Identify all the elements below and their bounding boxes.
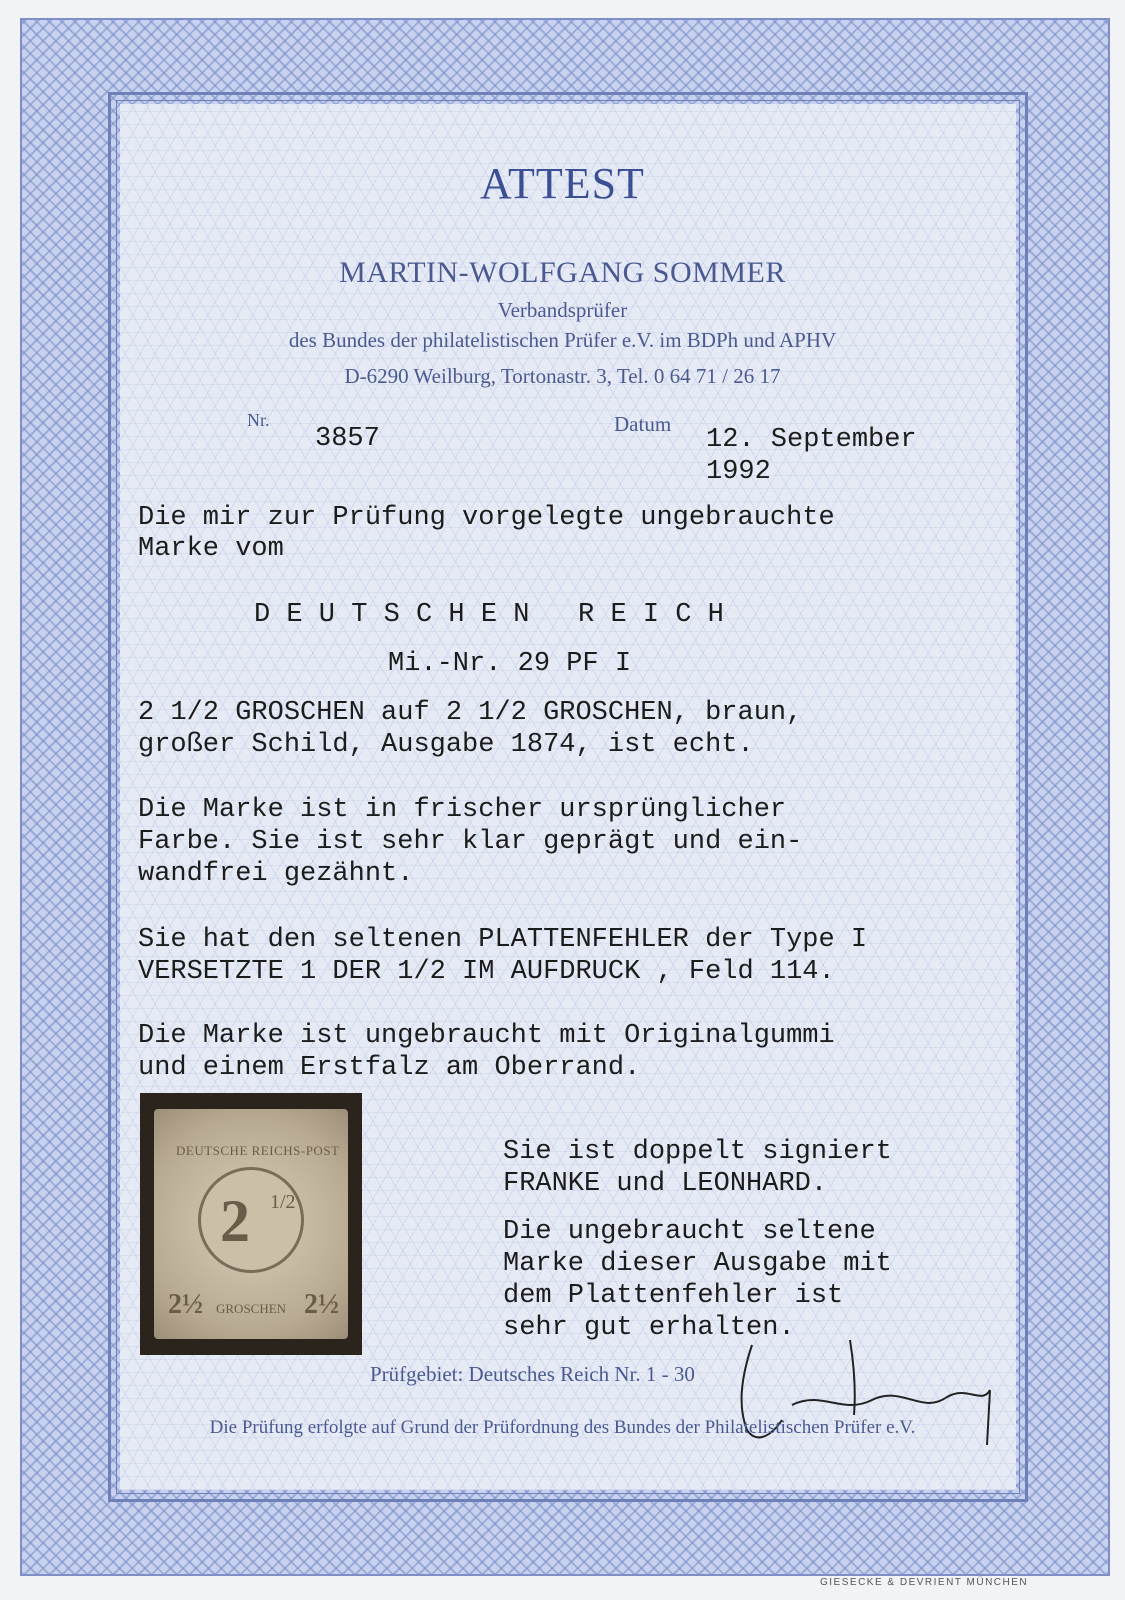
stamp-inscription-bottom: GROSCHEN xyxy=(216,1301,287,1316)
gum-text: Die Marke ist ungebraucht mit Originalgummi xyxy=(138,1021,835,1051)
number-label: Nr. xyxy=(247,410,270,430)
stamp-image xyxy=(140,1093,362,1355)
date-value-line2: 1992 xyxy=(706,457,771,487)
plate-error-text: VERSETZTE 1 DER 1/2 IM AUFDRUCK , Feld 114. xyxy=(138,957,835,987)
condition-text: Die Marke ist in frischer ursprünglicher xyxy=(138,795,787,825)
stamp-value-fraction: 1/2 xyxy=(270,1191,296,1213)
examiner-association: des Bundes der philatelistischen Prüfer e.V. im BDPh und APHV xyxy=(288,328,837,352)
date-value-line1: 12. September xyxy=(706,425,917,455)
issuing-country: D E U T S C H E N R E I C H xyxy=(254,600,724,630)
examiner-name: MARTIN-WOLFGANG SOMMER xyxy=(339,256,786,289)
stamp-value-numeral: 2 xyxy=(220,1188,250,1254)
certificate-number: 3857 xyxy=(315,424,380,454)
examiner-role: Verbandsprüfer xyxy=(497,298,628,322)
stamp-face xyxy=(154,1109,348,1339)
stamp-description: 2 1/2 GROSCHEN auf 2 1/2 GROSCHEN, braun, xyxy=(138,698,803,728)
stamp-description: großer Schild, Ausgabe 1874, ist echt. xyxy=(138,730,754,760)
intro-line: Die mir zur Prüfung vorgelegte ungebrauchte xyxy=(138,503,835,533)
certificate-title: ATTEST xyxy=(480,159,645,208)
gum-text: und einem Erstfalz am Oberrand. xyxy=(138,1053,641,1083)
conclusion-text: Die ungebraucht seltene xyxy=(503,1217,876,1247)
catalog-number: Mi.-Nr. 29 PF I xyxy=(388,649,632,679)
conclusion-text: Marke dieser Ausgabe mit xyxy=(503,1249,892,1279)
examination-area: Prüfgebiet: Deutsches Reich Nr. 1 - 30 xyxy=(370,1362,695,1386)
condition-text: Farbe. Sie ist sehr klar geprägt und ein- xyxy=(138,827,803,857)
stamp-corner-value-right: 2½ xyxy=(304,1289,339,1320)
printer-imprint: GIESECKE & DEVRIENT MÜNCHEN xyxy=(820,1577,1029,1588)
plate-error-text: Sie hat den seltenen PLATTENFEHLER der Type I xyxy=(138,925,868,955)
conclusion-text: dem Plattenfehler ist xyxy=(503,1281,844,1311)
stamp-inscription-top: DEUTSCHE REICHS-POST xyxy=(176,1143,340,1158)
conclusion-text: sehr gut erhalten. xyxy=(503,1313,795,1343)
condition-text: wandfrei gezähnt. xyxy=(138,859,414,889)
stamp-shield-circle xyxy=(198,1167,304,1273)
signature-note: Sie ist doppelt signiert xyxy=(503,1137,892,1167)
date-label: Datum xyxy=(614,412,672,436)
signature-note: FRANKE und LEONHARD. xyxy=(503,1169,828,1199)
footer-note: Die Prüfung erfolgte auf Grund der Prüfordnung des Bundes der Philatelistischen Prüfer e.V. xyxy=(209,1417,916,1438)
stamp-corner-value-left: 2½ xyxy=(168,1289,203,1320)
examiner-address: D-6290 Weilburg, Tortonastr. 3, Tel. 0 64 71 / 26 17 xyxy=(344,364,781,388)
intro-line: Marke vom xyxy=(138,534,284,564)
